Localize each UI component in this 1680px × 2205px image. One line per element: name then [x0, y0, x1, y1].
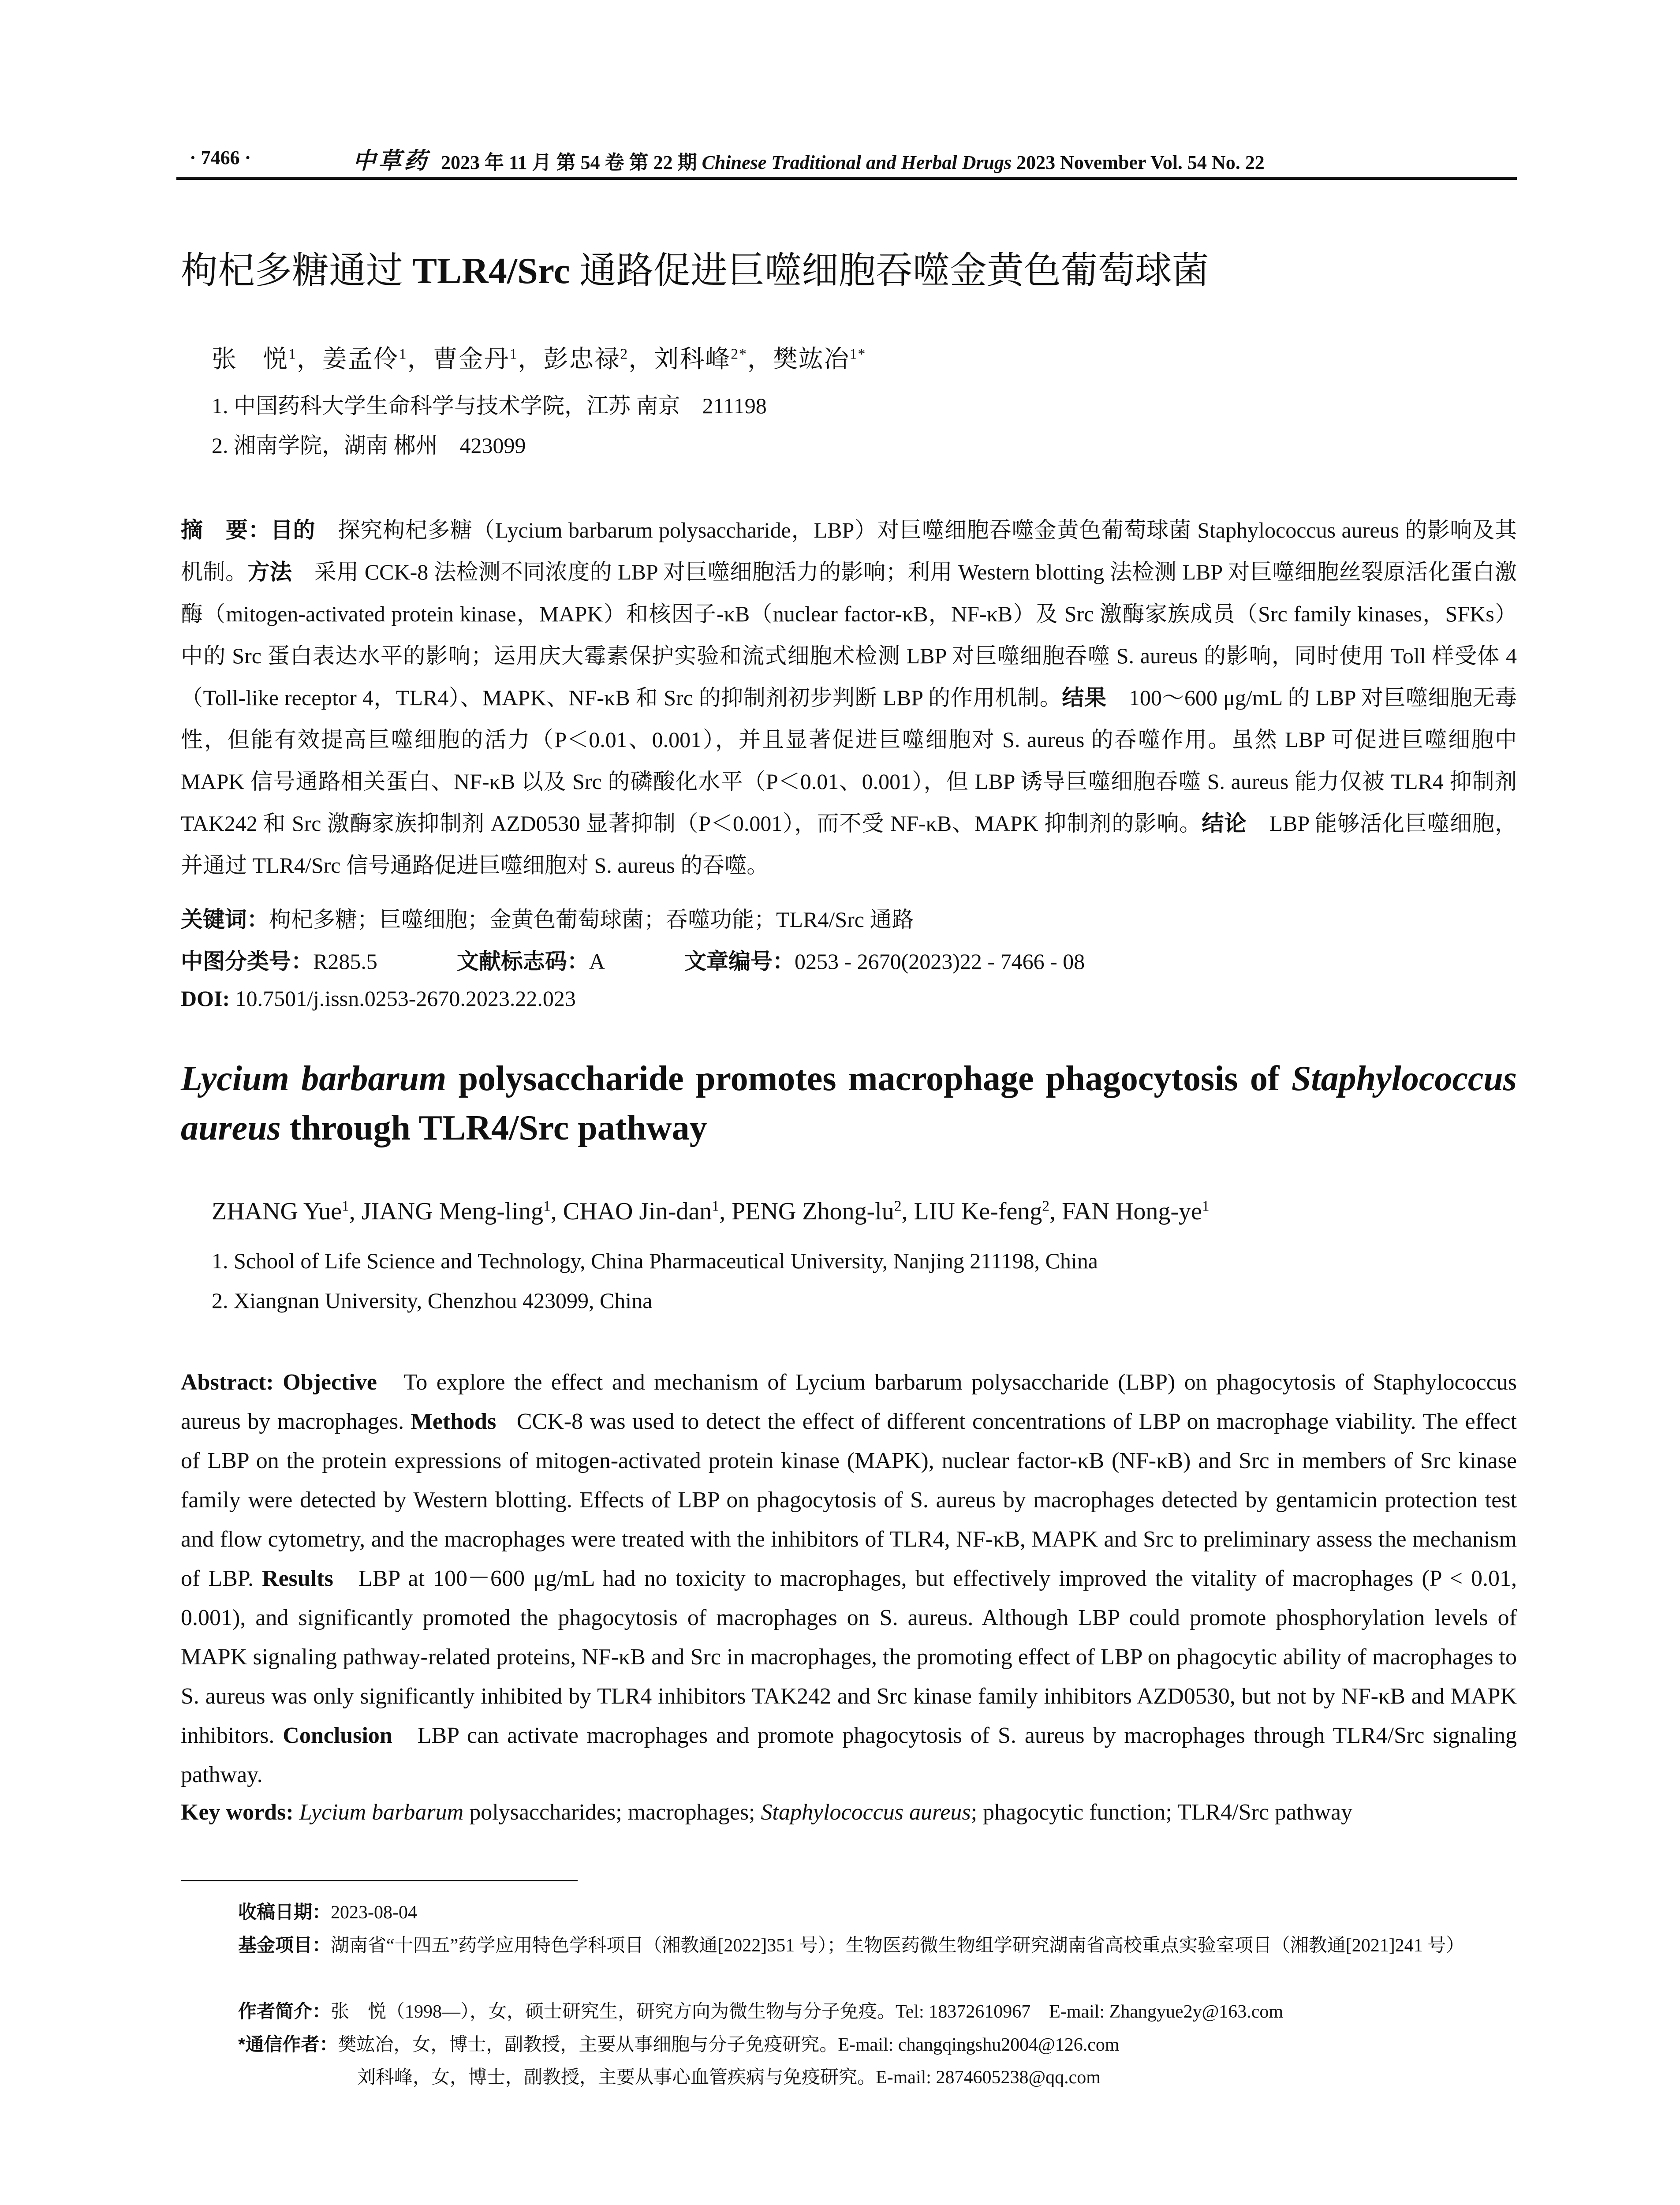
footnote-received: 收稿日期：2023-08-04 [238, 1902, 417, 1923]
running-header [176, 142, 1517, 177]
title-cn: 枸杞多糖通过 TLR4/Src 通路促进巨噬细胞吞噬金黄色葡萄球菌 [181, 250, 1209, 292]
footnote-rule [181, 1880, 578, 1881]
footnote-fund: 基金项目：湖南省“十四五”药学应用特色学科项目（湘教通[2022]351 号）；生物医药微生物组学研究湖南省高校重点实验室项目（湘教通[2021]241 号） [238, 1935, 1465, 1956]
journal-issue: 2023 年 11 月 第 54 卷 第 22 期 Chinese Traditional and Herbal Drugs 2023 November Vol. 54 No. 22 [441, 152, 1265, 173]
title-en: Lycium barbarum polysaccharide promotes macrophage phagocytosis of Staphylococcus aureus through TLR4/Src pathway [181, 1059, 1517, 1147]
affiliation-en: 2. Xiangnan University, Chenzhou 423099, China [212, 1288, 653, 1313]
doi-line: DOI: 10.7501/j.issn.0253-2670.2023.22.023 [181, 986, 576, 1011]
affiliation-cn: 2. 湘南学院，湖南 郴州 423099 [212, 433, 526, 458]
footnote-author: 作者简介：张 悦（1998—），女，硕士研究生，研究方向为微生物与分子免疫。Tel: 18372610967 E-mail: Zhangyue2y@163.com [238, 2001, 1284, 2022]
footnote-corresponding: *通信作者：樊竑冶，女，博士，副教授，主要从事细胞与分子免疫研究。E-mail: changqingshu2004@126.com [238, 2034, 1120, 2055]
keywords-cn: 关键词：枸杞多糖；巨噬细胞；金黄色葡萄球菌；吞噬功能；TLR4/Src 通路 [181, 907, 914, 932]
affiliation-cn: 1. 中国药科大学生命科学与技术学院，江苏 南京 211198 [212, 393, 767, 418]
authors-en: ZHANG Yue$^1$, JIANG Meng-ling$^1$, CHAO Jin-dan$^1$, PENG Zhong-$lu^2$, LIU Ke-feng$^2$, FAN Hong-$ye^1$ [212, 1198, 1210, 1225]
footnote-corresponding-2: 刘科峰，女，博士，副教授，主要从事心血管疾病与免疫研究。E-mail: 2874605238@qq.com [357, 2067, 1101, 2088]
abstract-cn: 摘 要：目的 探究枸杞多糖（Lycium barbarum polysaccharide，LBP）对巨噬细胞吞噬金黄色葡萄球菌 Staphylococcus aureus 的影响及其机制。方法 采用 CCK-8 法检测不同浓度的 LBP 对巨噬细胞活力的影响；利用 Western blotting 法检测 LBP 对巨噬细胞丝裂原活化蛋白激酶（mitogen-activated protein kinase，MAPK）和核因子-κB（nuclear factor-κB，NF-κB）及 Src 激酶家族成员（Src family kinases，SFKs）中的 Src 蛋白表达水平的影响；运用庆大霉素保护实验和流式细胞术检测 LBP 对巨噬细胞吞噬 S. aureus 的影响，同时使用 Toll 样受体 4（Toll-like receptor 4，TLR4）、MAPK、NF-κB 和 Src 的抑制剂初步判断 LBP 的作用机制。结果 100～600 μg/mL 的 LBP 对巨噬细胞无毒性，但能有效提高巨噬细胞的活力（P＜0.01、0.001），并且显著促进巨噬细胞对 S. aureus 的吞噬作用。虽然 LBP 可促进巨噬细胞中 MAPK 信号通路相关蛋白、NF-κB 以及 Src 的磷酸化水平（P＜0.01、0.001），但 LBP 诱导巨噬细胞吞噬 S. aureus 能力仅被 TLR4 抑制剂 TAK242 和 Src 激酶家族抑制剂 AZD0530 显著抑制（P＜0.001），而不受 NF-κB、MAPK 抑制剂的影响。结论 LBP 能够活化巨噬细胞，并通过 TLR4/Src 信号通路促进巨噬细胞对 S. aureus 的吞噬。 [181, 518, 1517, 878]
header-rule [176, 177, 1517, 180]
journal-logo: 中草药 [353, 149, 430, 174]
keywords-en: Key words: Lycium barbarum polysaccharides; macrophages; Staphylococcus aureus; phagocytic function; TLR4/Src pathway [181, 1800, 1353, 1825]
affiliation-en: 1. School of Life Science and Technology, China Pharmaceutical University, Nanjing 211198, China [212, 1248, 1098, 1273]
authors-cn: 张 悦$^1$，姜孟伶$^1$，曹金丹$^1$，彭忠禄$^2$，刘科峰$^{2*}$，樊竑冶$^{1*}$ [212, 346, 866, 373]
page-number: · 7466 · [190, 147, 251, 168]
abstract-en: Abstract: Objective To explore the effect and mechanism of Lycium barbarum polysaccharide (LBP) on phagocytosis of Staphylococcus aureus by macrophages. Methods CCK-8 was used to detect the effect of different concentrations of LBP on macrophage viability. The effect of LBP on the protein expressions of mitogen-activated protein kinase (MAPK), nuclear factor-κB (NF-κB) and Src in members of Src kinase family were detected by Western blotting. Effects of LBP on phagocytosis of S. aureus by macrophages detected by gentamicin protection test and flow cytometry, and the macrophages were treated with the inhibitors of TLR4, NF-κB, MAPK and Src to preliminary assess the mechanism of LBP. Results LBP at 100－600 μg/mL had no toxicity to macrophages, but effectively improved the vitality of macrophages (P < 0.01, 0.001), and significantly promoted the phagocytosis of macrophages on S. aureus. Although LBP could promote phosphorylation levels of MAPK signaling pathway-related proteins, NF-κB and Src in macrophages, the promoting effect of LBP on phagocytic ability of macrophages to S. aureus was only significantly inhibited by TLR4 inhibitors TAK242 and Src kinase family inhibitors AZD0530, but not by NF-κB and MAPK inhibitors. Conclusion LBP can activate macrophages and promote phagocytosis of S. aureus by macrophages through TLR4/Src signaling pathway. [181, 1370, 1517, 1787]
classification-line: 中图分类号：R285.5 文献标志码：A 文章编号：0253 - 2670(2023)22 - 7466 - 08 [181, 949, 1085, 974]
